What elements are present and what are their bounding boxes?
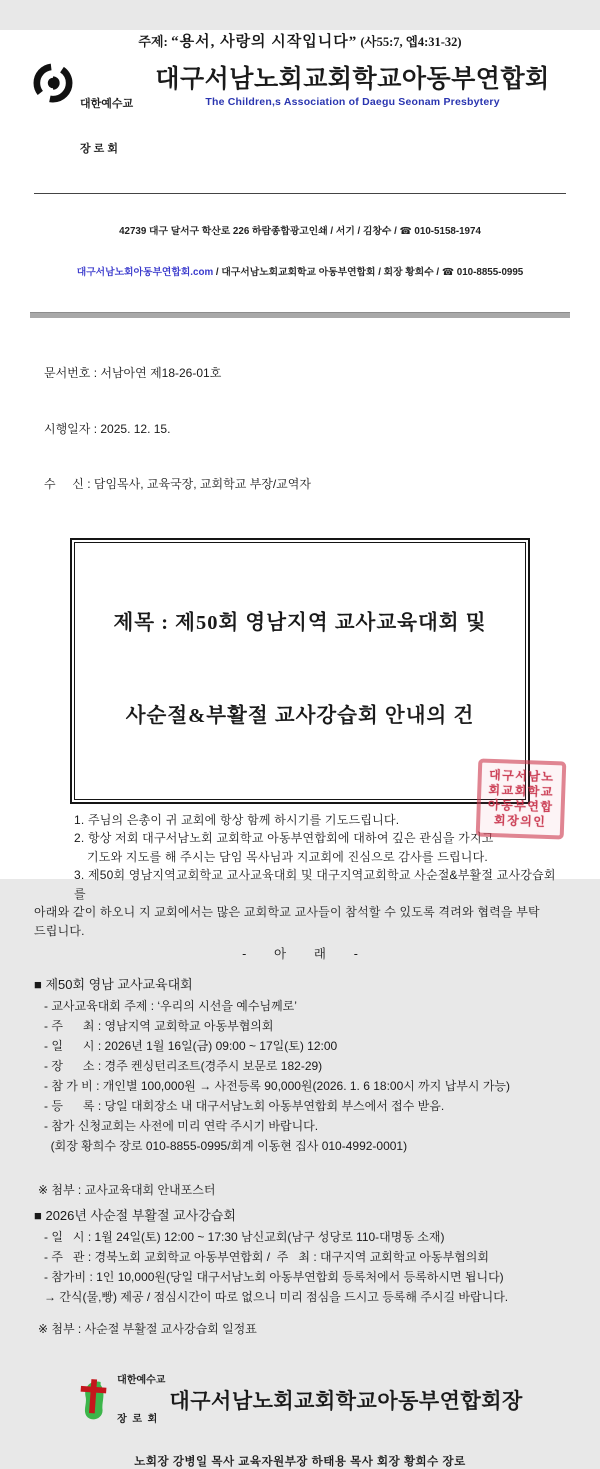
list-item: - 참 가 비 : 개인별 100,000원 → 사전등록 90,000원(2026. 1. 6 18:00시 까지 납부시 가능) (44, 1078, 510, 1093)
organization-name: 대구서남노회교회학교아동부연합회 (155, 66, 550, 93)
list-item: - 주 최 : 영남지역 교회학교 아동부협의회 (44, 1018, 274, 1033)
section-yeongnam-items (44, 996, 566, 1156)
official-seal-stamp (476, 758, 567, 839)
seal-text-line: 회교회학교 (488, 782, 555, 800)
theme-line (30, 30, 570, 51)
list-item: - 장 소 : 경주 켄싱턴리조트(경주시 보문로 182-29) (44, 1058, 323, 1073)
footer-signature-title: 대구서남노회교회학교아동부연합회장 (169, 1388, 523, 1413)
theme-prefix: 주제: (138, 34, 172, 49)
list-item: - 일 시 : 2026년 1월 16일(금) 09:00 ~ 17일(토) 12:00 (44, 1038, 338, 1053)
attachment-note-2: ※ 첨부 : 사순절 부활절 교사강습회 일정표 (38, 1321, 257, 1336)
document-title-line2: 사순절&부활절 교사강습회 안내의 건 (125, 704, 475, 727)
church-cross-logo-icon (77, 1377, 111, 1423)
organization-name-english: The Children,s Association of Daegu Seonam Presbytery (205, 96, 500, 108)
seal-text-line: 아동부연합 (487, 797, 554, 815)
footer-officials-line: 노회장 강병일 목사 교육자원부장 하태용 목사 회장 황희수 장로 (134, 1455, 466, 1468)
address-line2 (0, 266, 600, 280)
document-number: 문서번호 : 서남아연 제18-26-01호 (44, 366, 222, 380)
body-line: 드립니다. (34, 924, 85, 939)
document-recipient: 수 신 : 담임목사, 교육국장, 교회학교 부장/교역자 (44, 477, 311, 491)
attachment-note-1: ※ 첨부 : 교사교육대회 안내포스터 (38, 1182, 216, 1197)
section-lent-easter-items (44, 1227, 566, 1307)
list-item: - 주 관 : 경북노회 교회학교 아동부연합회 / 주 최 : 대구지역 교회학교 아동부협의회 (44, 1249, 489, 1264)
list-item: - 등 록 : 당일 대회장소 내 대구서남노회 아동부연합회 부스에서 접수 받음. (44, 1098, 445, 1113)
section-lent-easter-heading: ■ 2026년 사순절 부활절 교사강습회 (34, 1207, 236, 1223)
list-item: - 참가비 : 1인 10,000원(당일 대구서남노회 아동부연합회 등록처에서 등록하시면 됩니다) (44, 1269, 504, 1284)
address-block (0, 198, 600, 306)
footer-signature-row (0, 1348, 600, 1452)
thick-divider (30, 312, 570, 318)
letterhead (34, 59, 566, 187)
organization-block (139, 59, 566, 108)
section-yeongnam-heading: ■ 제50회 영남 교사교육대회 (34, 976, 193, 992)
list-item: → 간식(물,빵) 제공 / 점심시간이 따로 없으니 미리 점심을 드시고 등록해 주시길 바랍니다. (44, 1289, 509, 1304)
denomination-line2: 장 로 회 (80, 143, 118, 155)
araea-separator: - 아 래 - (242, 946, 358, 961)
body-line: 1. 주님의 은총이 귀 교회에 항상 함께 하시기를 기도드립니다. (74, 812, 400, 827)
document-info (44, 327, 600, 531)
footer-denomination-line2: 장 로 회 (117, 1413, 158, 1425)
body-line: 아래와 같이 하오니 지 교회에서는 많은 교회학교 교사들이 참석할 수 있도록 격려와 협력을 부탁 (34, 905, 540, 920)
seal-text-line: 대구서남노 (488, 767, 555, 785)
body-line: 기도와 지도를 해 주시는 담임 목사님과 지교회에 진심으로 감사를 드립니다. (87, 849, 488, 864)
list-item: - 일 시 : 1월 24일(토) 12:00 ~ 17:30 남신교회(남구 성당로 110-대명동 소재) (44, 1229, 445, 1244)
seal-text-line: 회장의인 (493, 813, 547, 829)
title-box-inner (74, 542, 526, 800)
theme-scripture-ref: (사55:7, 엡4:31-32) (357, 35, 462, 49)
denomination-name (80, 67, 133, 187)
title-box (70, 538, 530, 804)
address-line1: 42739 대구 달서구 학산로 226 하람종합광고인쇄 / 서기 / 김창수 / ☎ 010-5158-1974 (119, 226, 481, 237)
website-link[interactable]: 대구서남노회아동부연합회.com (76, 266, 214, 278)
footer-denomination (117, 1348, 165, 1452)
list-item: (회장 황희수 장로 010-8855-0995/회계 이동현 집사 010-4992-0001) (44, 1138, 408, 1153)
list-item: - 교사교육대회 주제 : ‘우리의 시선을 예수님께로’ (44, 998, 297, 1013)
footer-denomination-line1: 대한예수교 (117, 1374, 166, 1386)
theme-quote: “용서, 사랑의 시작입니다” (171, 34, 358, 50)
denomination-line1: 대한예수교 (80, 98, 134, 110)
body-line: 2. 항상 저회 대구서남노회 교회학교 아동부연합회에 대하여 깊은 관심을 가지고 (74, 831, 494, 846)
list-item: - 참가 신청교회는 사전에 미리 연락 주시기 바랍니다. (44, 1118, 319, 1133)
header-divider (34, 193, 566, 194)
document-page (0, 30, 600, 1468)
body-line: 3. 제50회 영남지역교회학교 교사교육대회 및 대구지역교회학교 사순절&부활절 교사강습회를 (74, 868, 556, 901)
denomination-emblem-icon (34, 64, 72, 102)
address-line2-rest: / 대구서남노회교회학교 아동부연합회 / 회장 황희수 / ☎ 010-8855-0995 (213, 266, 524, 278)
document-date: 시행일자 : 2025. 12. 15. (44, 421, 171, 436)
document-title-line1: 제목 : 제50회 영남지역 교사교육대회 및 (113, 611, 487, 634)
